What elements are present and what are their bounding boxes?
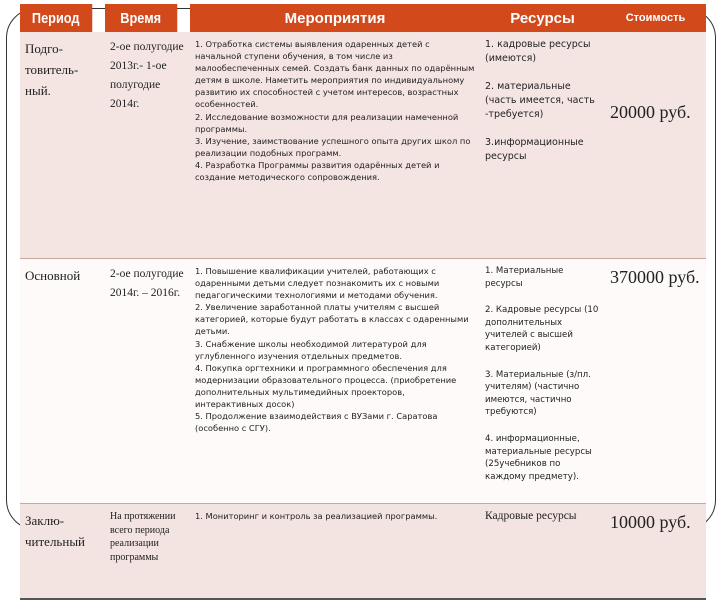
- table-row: [20, 259, 706, 504]
- resource-item: 3.информационные ресурсы: [485, 137, 584, 162]
- period-cell: Заклю- чительный: [20, 504, 105, 600]
- period-cell: Подго- товитель- ный.: [20, 32, 105, 259]
- program-stages-table: [20, 4, 706, 600]
- cost-cell: 370000 руб.: [605, 259, 706, 504]
- cost-cell: 10000 руб.: [605, 504, 706, 600]
- header-cost: Стоимость: [605, 4, 706, 32]
- events-cell: 1. Отработка системы выявления одаренных детей с начальной ступени обучения, в том числе из малообеспеченных семей. Создать банк данных по одарённым детям в школе. Наметить мероприятия по индивидуальному развитию их способностей с учетом интересов, возрастных особенностей. 2. Исследование возможности для реализации намеченной программы. 3. Изучение, заимствование успешного опыта других школ по реализации подобных программ. 4. Разработка Программы развития одарённых детей и создание методического сопровождения.: [190, 32, 480, 259]
- period-cell: Основной: [20, 259, 105, 504]
- cost-cell: 20000 руб.: [605, 32, 706, 259]
- resource-item: 1. кадровые ресурсы (имеются): [485, 39, 591, 64]
- resource-item: 2. материальные (часть имеется, часть -требуется): [485, 81, 595, 120]
- table-header: [20, 4, 706, 32]
- time-cell: 2-ое полугодие 2013г.- 1-ое полугодие 2014г.: [105, 32, 190, 259]
- time-cell: 2-ое полугодие 2014г. – 2016г.: [105, 259, 190, 504]
- header-period: Период: [20, 4, 92, 32]
- header-events: Мероприятия: [190, 4, 480, 32]
- time-cell: На протяжении всего периода реализации программы: [105, 504, 190, 600]
- resource-item: 1. Материальные ресурсы: [485, 266, 564, 289]
- table-row: [20, 504, 706, 600]
- resource-item: Кадровые ресурсы: [485, 510, 577, 523]
- table-row: [20, 32, 706, 259]
- header-time: Время: [105, 4, 177, 32]
- resource-item: 3. Материальные (з/пл. учителям) (частично имеются, частично требуются): [485, 369, 591, 418]
- events-cell: 1. Повышение квалификации учителей, работающих с одаренными детьми следует познакомить их с новыми педагогическими технологиями и методами обучения. 2. Увеличение заработанной платы учителям с высшей категорией, которые будут работать в классах с одаренными детьми. 3. Снабжение школы необходимой литературой для углубленного изучения отдельных предметов. 4. Покупка оргтехники и программного обеспечения для модернизации образовательного процесса. (приобретение дополнительных мультимедийных проекторов, интерактивных досок) 5. Продолжение взаимодействия с ВУЗами г. Саратова (особенно с СГУ).: [190, 259, 480, 504]
- resource-item: 2. Кадровые ресурсы (10 дополнительных учителей с высшей категорией): [485, 305, 599, 353]
- header-resources: Ресурсы: [480, 4, 605, 32]
- events-cell: 1. Мониторинг и контроль за реализацией программы.: [190, 504, 480, 600]
- resource-item: 4. информационные, материальные ресурсы (25учебников по каждому предмету).: [485, 433, 592, 482]
